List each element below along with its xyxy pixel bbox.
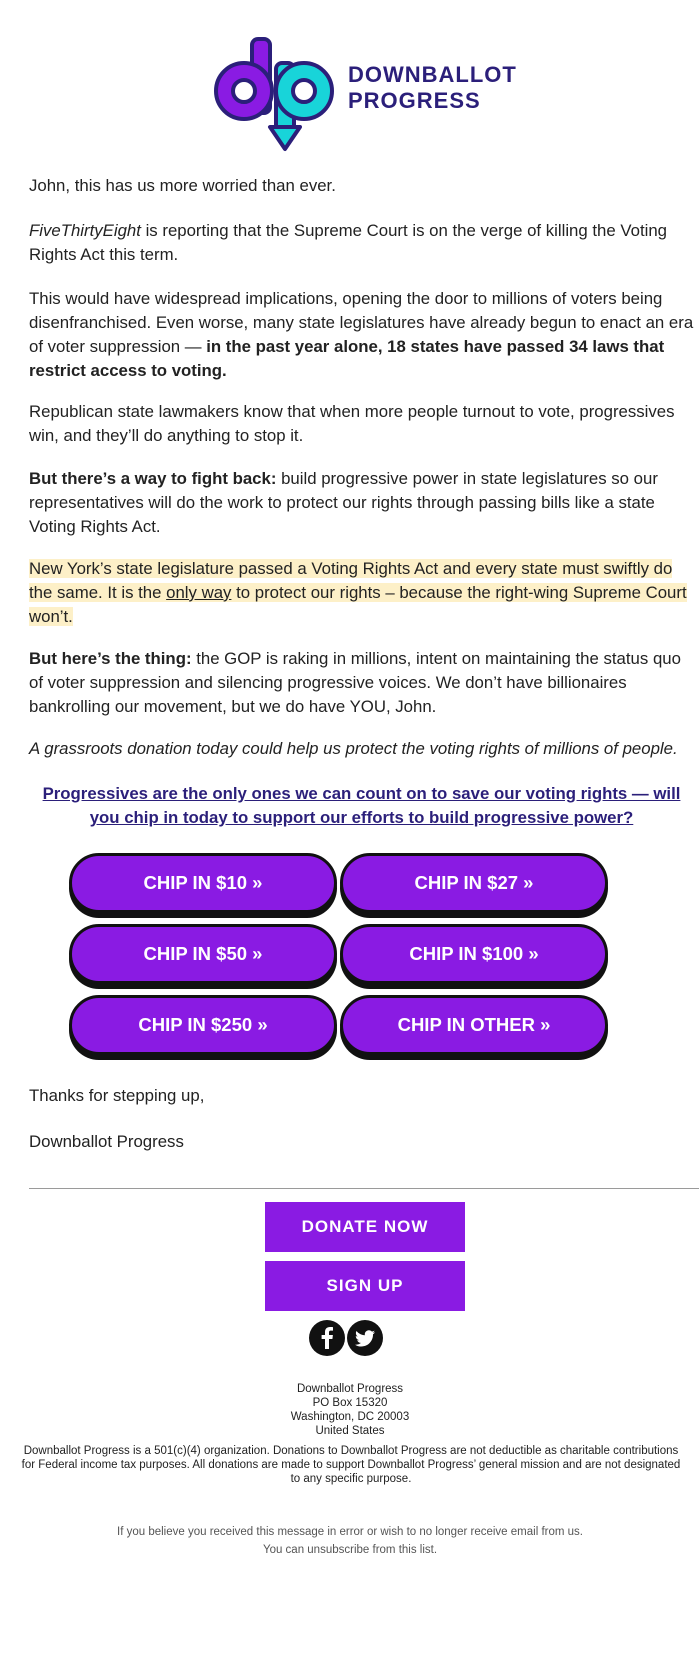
footer-address: Downballot Progress PO Box 15320 Washington, DC 20003 United States (290, 1383, 410, 1437)
paragraph-republicans: Republican state lawmakers know that when more people turnout to vote, progressives win, and they’ll do anything to stop it. (29, 402, 675, 445)
email-body (14, 0, 694, 1658)
logo-text-line2: PROGRESS (348, 88, 481, 113)
only-way-text: only way (166, 583, 232, 602)
logo-p-arrow (270, 127, 300, 149)
signature-text: Downballot Progress (29, 1132, 184, 1151)
donate-cta-link[interactable]: Progressives are the only ones we can count on to save our voting rights — will you chip in today to support our efforts to build progressive power? (42, 784, 681, 827)
chip-in-27-button[interactable]: CHIP IN $27 » (340, 853, 608, 913)
logo-text-line1: DOWNBALLOT (348, 62, 517, 87)
twitter-icon[interactable] (347, 1320, 383, 1356)
paragraph-fivethirtyeight: FiveThirtyEight is reporting that the Supreme Court is on the verge of killing the Voting Rights Act this term. (29, 221, 668, 264)
footer-divider (29, 1188, 699, 1189)
unsubscribe-link[interactable]: You can unsubscribe from this list. (262, 1544, 438, 1556)
paragraph-gop: But here’s the thing: the GOP is raking in millions, intent on maintaining the status quo of voter suppression and silencing progressive voices. We don’t have billionaires bankrolling our movement, but we do have YOU, John. (29, 649, 681, 716)
donate-now-button[interactable]: DONATE NOW (265, 1202, 465, 1252)
source-name: FiveThirtyEight (29, 221, 141, 240)
statistic-text: in the past year alone, 18 states have passed 34 laws that restrict access to voting. (29, 337, 665, 380)
greeting-paragraph: John, this has us more worried than ever. (29, 176, 336, 195)
legal-disclaimer: Downballot Progress is a 501(c)(4) organization. Donations to Downballot Progress are not deductible as charitable contributions for Federal income tax purposes. All donations are made to support Downballot Progress’ general mission and are not designated to any specific purpose. (21, 1445, 681, 1485)
chip-in-100-button[interactable]: CHIP IN $100 » (340, 924, 608, 984)
paragraph-fight-back: But there’s a way to fight back: build progressive power in state legislatures so our representatives will do the work to protect our rights through passing bills like a state Voting Rights Act. (29, 469, 658, 536)
chip-in-10-button[interactable]: CHIP IN $10 » (69, 853, 337, 913)
signoff-text: Thanks for stepping up, (29, 1086, 205, 1105)
facebook-icon[interactable] (309, 1320, 345, 1356)
chip-in-50-button[interactable]: CHIP IN $50 » (69, 924, 337, 984)
header-logo (14, 0, 686, 182)
chip-in-other-button[interactable]: CHIP IN OTHER » (340, 995, 608, 1055)
paragraph-new-york: New York’s state legislature passed a Voting Rights Act and every state must swiftly do the same. It is the only way to protect our rights – because the right-wing Supreme Court won’t. (29, 559, 687, 626)
unsubscribe-notice: If you believe you received this message in error or wish to no longer receive email from us. You can unsubscribe from this list. (0, 1523, 700, 1559)
chip-in-250-button[interactable]: CHIP IN $250 » (69, 995, 337, 1055)
paragraph-grassroots: A grassroots donation today could help us protect the voting rights of millions of people. (29, 739, 678, 758)
downballot-progress-logo (210, 35, 517, 155)
sign-up-button[interactable]: SIGN UP (265, 1261, 465, 1311)
paragraph-implications: This would have widespread implications, opening the door to millions of voters being disenfranchised. Even worse, many state legislatures have already begun to enact an era of voter suppression — in the past year alone, 18 states have passed 34 laws that restrict access to voting. (29, 289, 694, 380)
